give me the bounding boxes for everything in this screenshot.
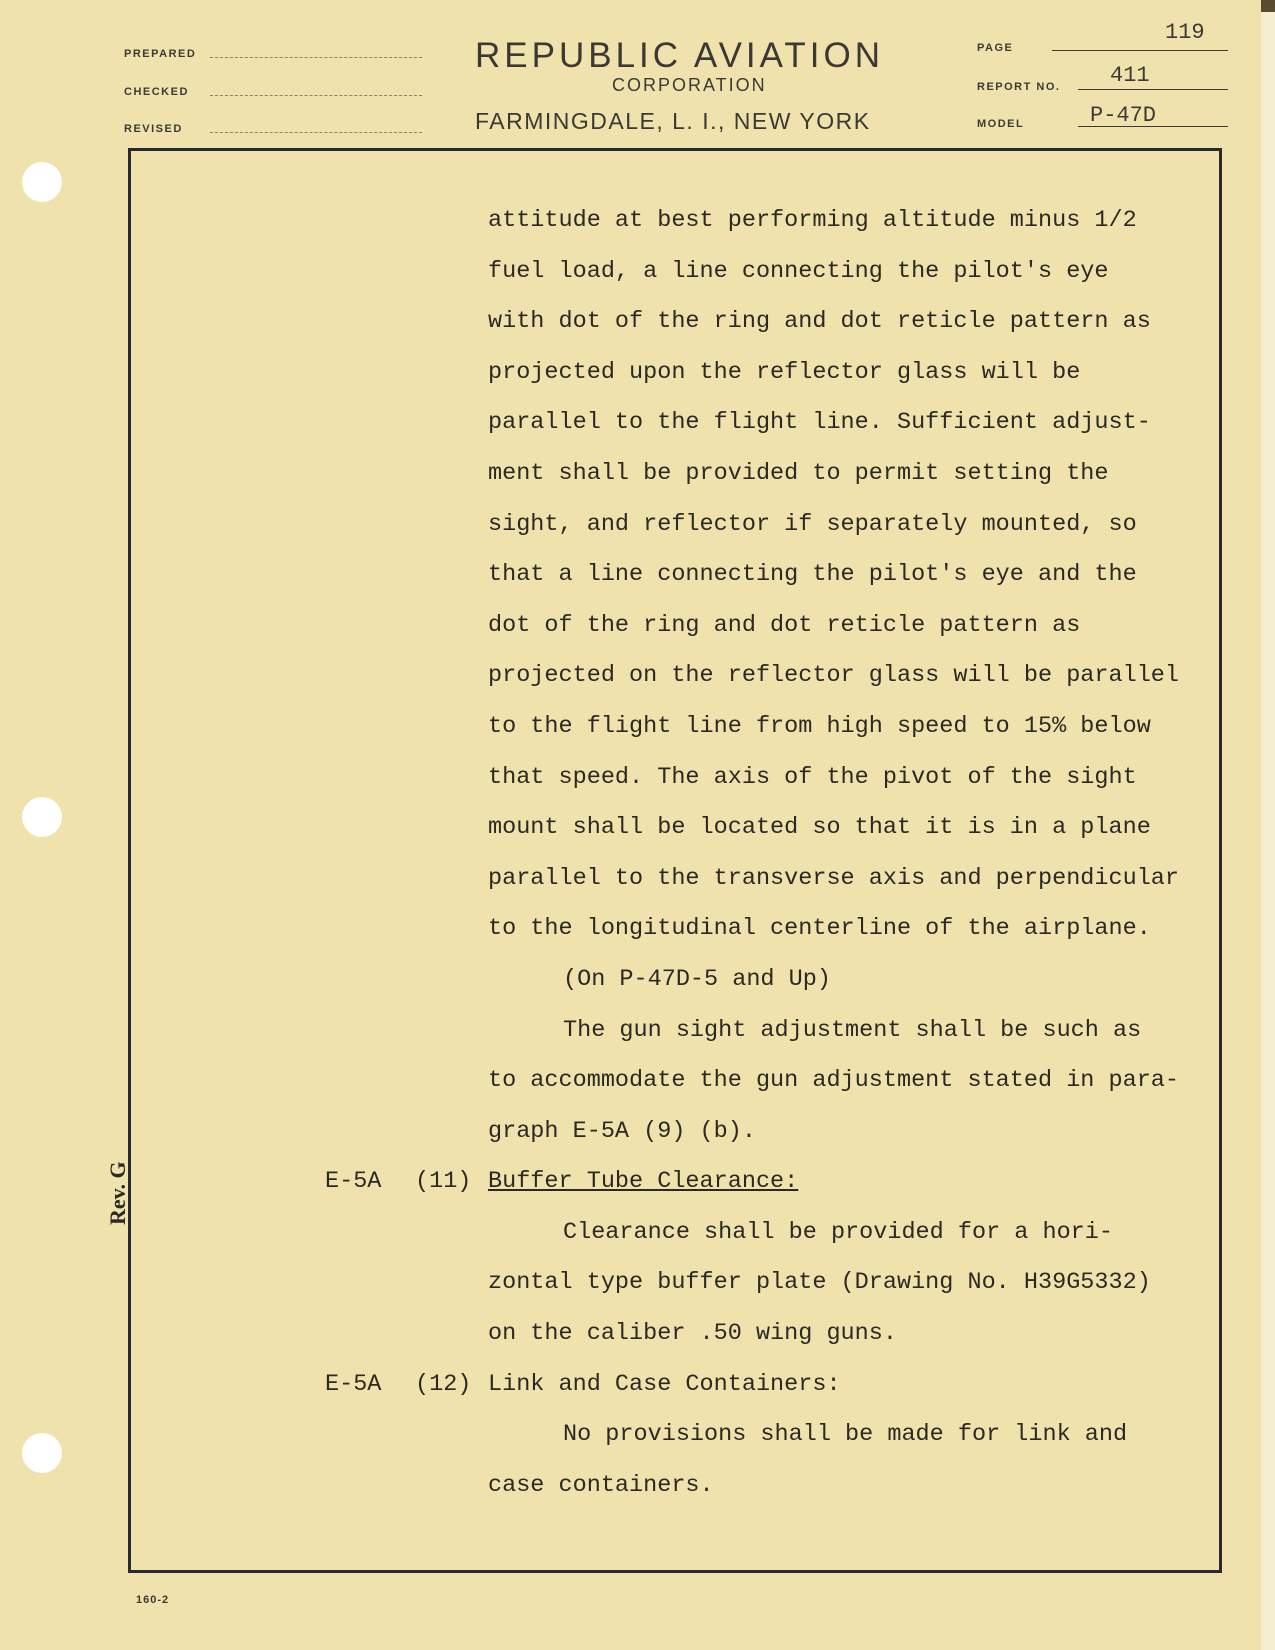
text-line: graph E-5A (9) (b). [488, 1117, 756, 1145]
text-line: fuel load, a line connecting the pilot's eye [488, 257, 1109, 285]
paragraph-code: E-5A [325, 1168, 382, 1196]
text-line: ment shall be provided to permit setting the [488, 459, 1109, 487]
paragraph-label-11 [325, 1157, 471, 1208]
text-line: that speed. The axis of the pivot of the sight [488, 763, 1137, 791]
section-heading-buffer-tube-clearance: Buffer Tube Clearance: [488, 1168, 799, 1196]
checked-label: CHECKED [124, 86, 189, 98]
revised-label: REVISED [124, 123, 183, 135]
company-corporation: CORPORATION [612, 75, 767, 95]
prepared-line [210, 57, 422, 58]
text-line: on the caliber .50 wing guns. [488, 1320, 897, 1348]
company-location: FARMINGDALE, L. I., NEW YORK [475, 108, 871, 134]
model-line [1078, 126, 1228, 127]
text-line: attitude at best performing altitude minus 1/2 [488, 207, 1137, 234]
text-line: projected on the reflector glass will be parallel [488, 662, 1180, 690]
report-line [1078, 89, 1228, 90]
model-value: P-47D [1090, 103, 1157, 128]
text-line: parallel to the transverse axis and perpendicular [488, 864, 1180, 892]
text-line: with dot of the ring and dot reticle pattern as [488, 308, 1151, 336]
text-line: case containers. [488, 1471, 714, 1499]
page-number: 119 [1165, 20, 1205, 45]
body-text [488, 196, 1218, 1511]
applicability-note: (On P-47D-5 and Up) [563, 965, 831, 993]
paragraph-code: E-5A [325, 1370, 382, 1398]
text-line: to the flight line from high speed to 15% below [488, 712, 1151, 740]
text-line: sight, and reflector if separately mounted, so [488, 510, 1137, 538]
paragraph-number: (12) [415, 1370, 472, 1398]
punch-hole-top [22, 162, 62, 202]
report-label: REPORT NO. [977, 81, 1061, 93]
page-label: PAGE [977, 42, 1014, 54]
paragraph-number: (11) [415, 1168, 472, 1196]
text-line: projected upon the reflector glass will be [488, 358, 1081, 386]
punch-hole-bottom [22, 1433, 62, 1473]
page-line [1052, 50, 1228, 51]
corner-mark [1261, 0, 1275, 12]
text-line: to accommodate the gun adjustment stated in para- [488, 1067, 1180, 1095]
text-line: zontal type buffer plate (Drawing No. H39G5332) [488, 1269, 1151, 1297]
model-label: MODEL [977, 118, 1025, 130]
punch-hole-middle [22, 797, 62, 837]
checked-line [210, 95, 422, 96]
text-line: parallel to the flight line. Sufficient adjust- [488, 409, 1151, 437]
form-number: 160-2 [136, 1594, 170, 1606]
text-line: dot of the ring and dot reticle pattern as [488, 611, 1081, 639]
company-name: REPUBLIC AVIATION [475, 36, 885, 75]
text-line: No provisions shall be made for link and [563, 1421, 1128, 1449]
revision-mark: Rev. G [105, 1161, 130, 1225]
paragraph-label-12 [325, 1360, 471, 1411]
text-line: mount shall be located so that it is in a plane [488, 814, 1151, 842]
section-heading-link-case-containers: Link and Case Containers: [488, 1370, 841, 1398]
page-edge [1261, 0, 1275, 1650]
prepared-label: PREPARED [124, 48, 197, 60]
text-line: to the longitudinal centerline of the airplane. [488, 915, 1151, 943]
text-line: Clearance shall be provided for a hori- [563, 1218, 1113, 1246]
text-line: The gun sight adjustment shall be such as [563, 1016, 1142, 1044]
revised-line [210, 132, 422, 133]
report-number: 411 [1110, 63, 1150, 88]
text-line: that a line connecting the pilot's eye and the [488, 561, 1137, 589]
